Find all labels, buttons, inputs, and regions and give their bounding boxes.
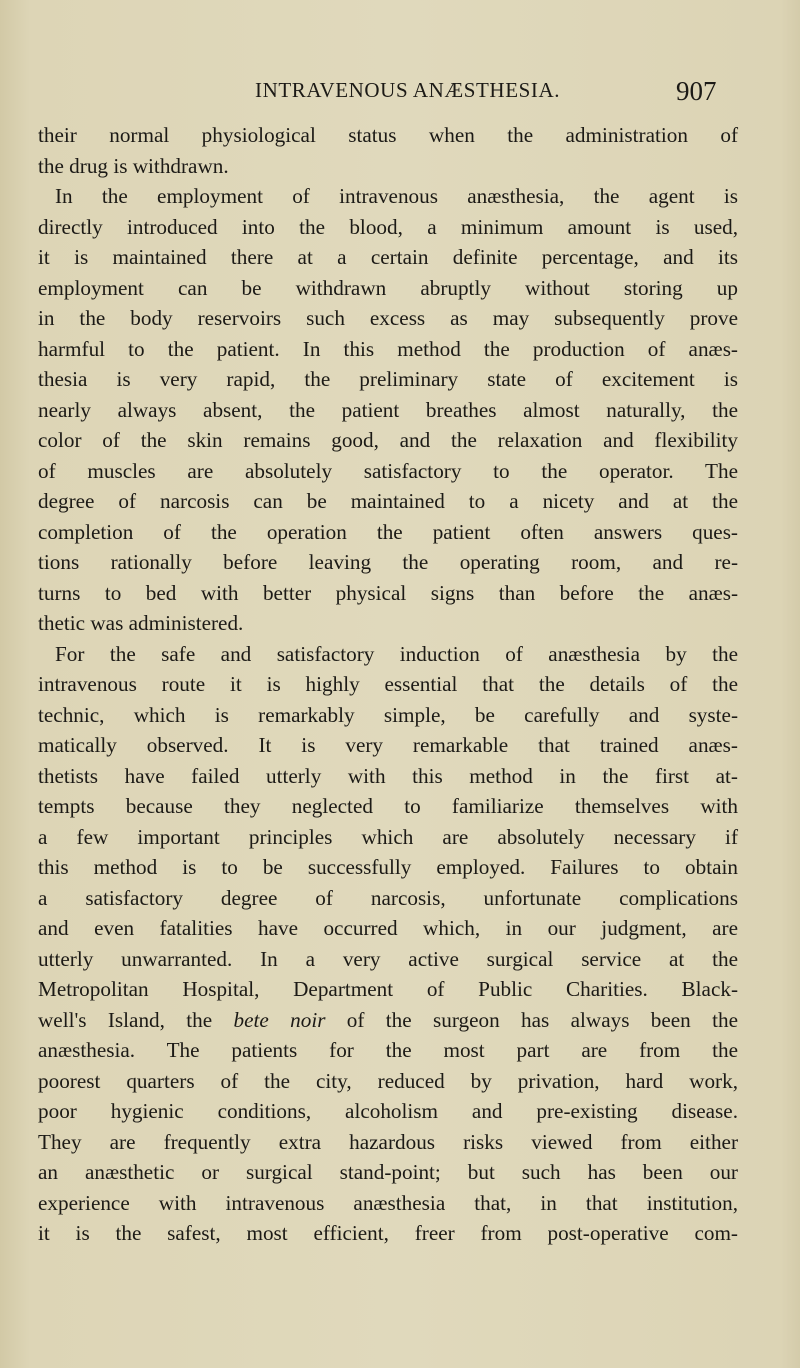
text-line: of muscles are absolutely satisfactory to the operator. The: [38, 458, 738, 483]
text-line-with-italic: [38, 1005, 738, 1036]
text-line: For the safe and satisfactory induction of anæsthesia by the: [55, 641, 738, 666]
text-line: harmful to the patient. In this method the production of anæs-: [38, 336, 738, 361]
page-number: 907: [676, 76, 717, 106]
text-line: utterly unwarranted. In a very active surgical service at the: [38, 946, 738, 971]
text-line: anæsthesia. The patients for the most part are from the: [38, 1038, 738, 1062]
text-line: poor hygienic conditions, alcoholism and pre-existing disease.: [38, 1099, 738, 1123]
text-line: directly introduced into the blood, a minimum amount is used,: [38, 214, 738, 239]
text-fragment: of the surgeon has always been the: [325, 1007, 738, 1032]
text-line: tempts because they neglected to familiarize themselves with: [38, 794, 738, 818]
text-line: They are frequently extra hazardous risks viewed from either: [38, 1129, 738, 1154]
text-line: thesia is very rapid, the preliminary state of excitement is: [38, 367, 738, 391]
text-line: completion of the operation the patient often answers ques-: [38, 519, 738, 544]
text-line: thetic was administered.: [38, 611, 244, 635]
text-line: a satisfactory degree of narcosis, unfortunate complications: [38, 885, 738, 910]
text-line: In the employment of intravenous anæsthesia, the agent is: [55, 184, 738, 208]
text-line: intravenous route it is highly essential that the details of the: [38, 672, 738, 696]
text-line: thetists have failed utterly with this method in the first at-: [38, 763, 738, 788]
text-line: Metropolitan Hospital, Department of Public Charities. Black-: [38, 977, 738, 1001]
text-line: nearly always absent, the patient breathes almost naturally, the: [38, 397, 738, 422]
body-text: [38, 120, 738, 1249]
text-line: color of the skin remains good, and the relaxation and flexibility: [38, 428, 738, 452]
text-line: their normal physiological status when the administration of: [38, 123, 738, 147]
text-line: technic, which is remarkably simple, be carefully and syste-: [38, 702, 738, 727]
text-line: in the body reservoirs such excess as may subsequently prove: [38, 306, 738, 330]
text-line: matically observed. It is very remarkable that trained anæs-: [38, 733, 738, 757]
text-line: and even fatalities have occurred which, in our judgment, are: [38, 916, 738, 940]
text-line: experience with intravenous anæsthesia that, in that institution,: [38, 1190, 738, 1215]
text-line: degree of narcosis can be maintained to a nicety and at the: [38, 489, 738, 513]
text-line: tions rationally before leaving the operating room, and re-: [38, 550, 738, 574]
text-line: employment can be withdrawn abruptly without storing up: [38, 275, 738, 300]
text-line: turns to bed with better physical signs than before the anæs-: [38, 580, 738, 605]
text-fragment: well's Island, the: [38, 1007, 234, 1032]
text-line: it is the safest, most efficient, freer from post-operative com-: [38, 1221, 738, 1245]
text-line: poorest quarters of the city, reduced by privation, hard work,: [38, 1068, 738, 1093]
text-line: this method is to be successfully employed. Failures to obtain: [38, 855, 738, 879]
italic-phrase: bete noir: [233, 1007, 326, 1032]
text-line: a few important principles which are absolutely necessary if: [38, 824, 738, 849]
text-line: it is maintained there at a certain definite percentage, and its: [38, 245, 738, 269]
text-line: an anæsthetic or surgical stand-point; but such has been our: [38, 1160, 738, 1184]
text-line: the drug is withdrawn.: [38, 153, 229, 178]
running-head: INTRAVENOUS ANÆSTHESIA.: [255, 78, 561, 102]
